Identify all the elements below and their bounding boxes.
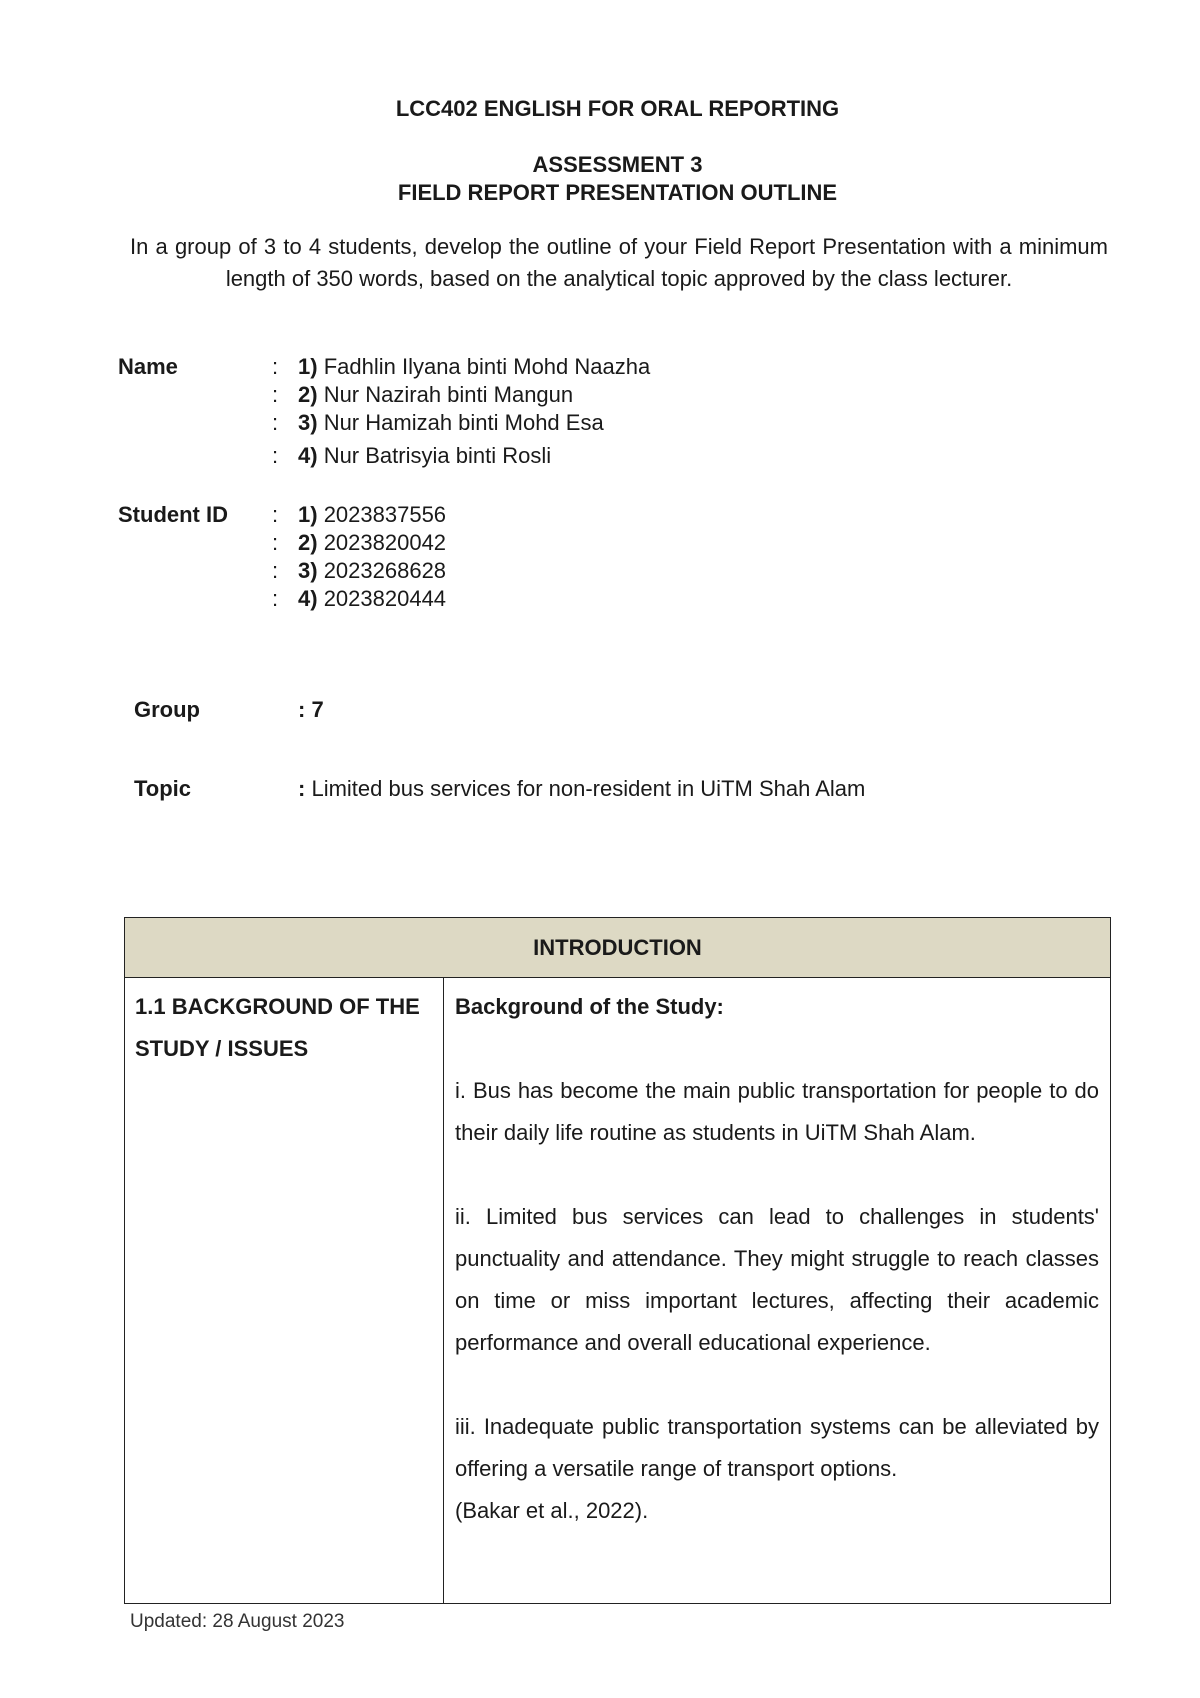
outline-table (124, 917, 1111, 1604)
name-row-1: : 1) Fadhlin Ilyana binti Mohd Naazha (272, 354, 651, 379)
topic-value: : Limited bus services for non-resident in UiTM Shah Alam (298, 776, 866, 801)
section-label: 1.1 BACKGROUND OF THE STUDY / ISSUES (125, 978, 444, 1604)
id-row-2: : 2) 2023820042 (272, 530, 447, 555)
group-label: Group (134, 697, 200, 722)
assessment-title: ASSESSMENT 3 (532, 152, 703, 177)
instructions-paragraph: In a group of 3 to 4 students, develop the outline of your Field Report Presentation with a minimum length of 350 words, based on the analytical topic approved by the class lecturer. (130, 234, 1108, 291)
updated-date: Updated: 28 August 2023 (130, 1611, 345, 1632)
student-id-label: Student ID (118, 502, 228, 527)
citation: (Bakar et al., 2022). (455, 1498, 649, 1523)
point-1: i. Bus has become the main public transportation for people to do their daily life routine as students in UiTM Shah Alam. (455, 1078, 1099, 1145)
section-content (444, 978, 1111, 1604)
group-value: : 7 (298, 697, 324, 722)
id-row-4: : 4) 2023820444 (272, 586, 447, 611)
name-label: Name (118, 354, 178, 379)
content-heading: Background of the Study: (455, 994, 724, 1019)
id-row-3: : 3) 2023268628 (272, 558, 447, 583)
name-row-4: : 4) Nur Batrisyia binti Rosli (272, 443, 552, 468)
introduction-header: INTRODUCTION (125, 918, 1111, 978)
outline-subtitle: FIELD REPORT PRESENTATION OUTLINE (397, 180, 838, 205)
name-row-2: : 2) Nur Nazirah binti Mangun (272, 382, 574, 407)
course-title: LCC402 ENGLISH FOR ORAL REPORTING (395, 96, 840, 121)
name-row-3: : 3) Nur Hamizah binti Mohd Esa (272, 410, 604, 435)
topic-label: Topic (134, 776, 192, 801)
point-2: ii. Limited bus services can lead to challenges in students' punctuality and attendance. They might struggle to reach classes on time or miss important lectures, affecting their academic performance and overall educational experience. (455, 1204, 1099, 1355)
id-row-1: : 1) 2023837556 (272, 502, 447, 527)
point-3: iii. Inadequate public transportation systems can be alleviated by offering a versatile range of transport options. (Bakar et al., 2022). (455, 1414, 1099, 1523)
